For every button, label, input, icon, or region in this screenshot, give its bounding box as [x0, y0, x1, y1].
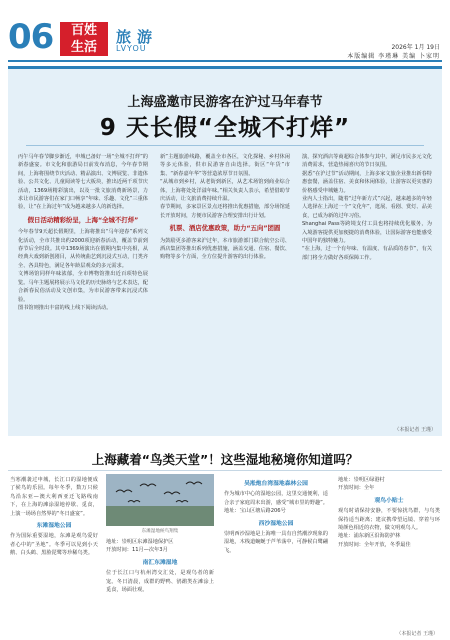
header-rule — [8, 60, 442, 62]
paragraph: Shanghai Pass等跨境支付工具也将持续优化服务，为入境游客提供更加便捷的消费体验，让国际游客也能感受中国年的独特魅力。 — [302, 221, 432, 245]
second-story-headline[interactable]: 上海藏着“鸟类天堂”！这些湿地秘境你知道吗？ — [91, 452, 359, 467]
page-number: 06 — [8, 17, 54, 57]
paragraph: 作为国际重要湿地，东滩是观鸟爱好者心中的“圣地”。冬季可以见到小天鹅、白头鹤、黑脸琵鹭等珍稀鸟类。 — [10, 533, 98, 557]
second-story-column-4 — [338, 476, 440, 626]
lead-story — [8, 66, 442, 436]
paragraph: 为鼓励更多游客来沪过年，本市旅游部门联合航空公司、酒店集团等推出系列优惠措施，涵盖交通、住宿、餐饮、购物等多个方面，全方位提升游客的出行体验。 — [160, 237, 290, 261]
paragraph: 崇明西沙湿地是上海唯一具有自然潮汐现象的湿地，木栈道蜿蜒于芦苇荡中，可静候白鹭翩飞。 — [224, 531, 328, 554]
badge-line1: 百姓 — [70, 23, 97, 38]
paragraph: 作为城市中心的湿地公园，这里交通便利，适合亲子家庭周末出游，感受“城市里的野趣”。 — [224, 491, 328, 506]
lead-story-byline: （本报记者 王瑾） — [394, 427, 436, 433]
paragraph: 地址：崇明区东滩湿地保护区 — [106, 539, 174, 545]
paragraph: 位于长江口与杭州湾交汇处，是观鸟者的新宠。冬日清晨，成群的野鸭、鸻鹬类在滩涂上觅食，场面壮观。 — [106, 570, 214, 594]
lead-story-headline[interactable]: 9 天长假“全城不打烊” — [99, 115, 351, 141]
paragraph: 新”主题旅游线路，覆盖全市各区，文化探秘、乡村休闲等多元体验，供市民游客自由选择。街区“年货”市集、“新春嘉年华”等营造浓厚节日氛围。 — [160, 154, 290, 177]
paragraph: 据悉“在沪过节”活动期间，上海多家文旅企业推出新春特惠套餐，涵盖住宿、美食和休闲体验，让游客以更实惠的价格感受申城魅力。 — [302, 170, 432, 194]
section-name: 旅游 — [116, 28, 159, 46]
section-heading: 吴淞炮台湾湿地森林公园 — [244, 481, 308, 487]
lead-story-column-1 — [18, 153, 148, 433]
badge-line2: 生活 — [70, 40, 97, 55]
second-story — [8, 450, 442, 628]
paragraph: 今年春节9天超长假期里，上海将推出“马年迎春”系列文化活动，全市共推出约2000项迎新春活动，覆盖节前到春节后全时段。其中1369场演出在假期内集中亮相，从经典大戏到新创剧目，从传统曲艺到沉浸式互动，门类齐全、各具特色，满足各年龄层观众的多元需求。 — [18, 229, 148, 269]
wetland-birds-photo — [106, 474, 214, 526]
paragraph: 图书馆则推出丰富的线上线下阅读活动。 — [18, 304, 112, 311]
paragraph: 地址：崇明区绿港村 — [338, 477, 385, 483]
section-heading: 观鸟小贴士 — [374, 497, 404, 504]
second-story-byline: （本报记者 王瑾） — [396, 631, 438, 637]
lead-story-subhead-2: 机票、酒店优惠政策，助力“五向”团圆 — [169, 224, 281, 233]
paragraph: 开放时间：11月—次年3月 — [106, 547, 168, 554]
section-heading: 西沙湿地公园 — [258, 520, 294, 527]
paragraph: 地址：宝山区塘后路206号 — [224, 508, 286, 515]
second-story-column-2 — [106, 538, 214, 626]
divider — [8, 470, 442, 471]
paragraph: 春节期间，多家景区景点还将推出优惠措施，部分场馆延长开放时间，方便市民游客合理安排出行计划。 — [160, 204, 290, 219]
editors-line: 本版编辑 李瑾琳 美编 卜家明 — [347, 53, 440, 60]
paragraph: 文博场馆同样年味浓郁，全市博物馆推出近百项特色展览。马年主题展将展示马文化的历史脉络与艺术表达，配合新春民俗活动及文创市集，为市民游客带来沉浸式体验。 — [18, 271, 148, 303]
lead-story-column-2 — [160, 153, 290, 433]
page-header — [0, 0, 450, 62]
section-heading: 南汇东滩湿地 — [142, 559, 178, 566]
divider — [26, 145, 424, 146]
paragraph: 地址：浦东新区沿海防护林 — [338, 533, 401, 540]
paragraph: 开放时间：全年开放，冬季最佳 — [338, 541, 411, 548]
section-heading: 东滩湿地公园 — [36, 523, 72, 530]
paragraph: 业内人士指出，随着“过年新方式”兴起，越来越多的年轻人选择在上海过一个“文化年”，逛展、看剧、赏灯、品美食，已成为新的过年习俗。 — [302, 196, 432, 219]
paragraph: 观鸟时请保持安静，不要惊扰鸟群，与鸟类保持适当距离；建议携带望远镜、穿着与环境颜色相近的衣物，做文明观鸟人。 — [338, 508, 440, 532]
photo-caption: 东滩湿地候鸟翔集 — [141, 529, 179, 534]
paragraph: 开放时间：全年 — [338, 485, 375, 492]
section-badge — [60, 22, 108, 56]
paragraph: “在上海，过一个有年味、有温度、有品质的春节”，有关部门将全力做好各项保障工作。 — [302, 246, 432, 261]
paragraph: 当寒潮袭过申城，长江口的湿地便成了候鸟的乐园。每年冬季，数万只候鸟沿东亚—澳大利西亚迁飞路线南下，在上海的滩涂湿地停歇、觅食，上演一场场自然界的“冬日盛宴”。 — [10, 477, 98, 517]
second-story-column-3 — [224, 476, 328, 626]
second-story-column-1 — [10, 476, 98, 626]
section-name-en: LVYOU — [116, 44, 147, 53]
issue-date: 2026年 1月 19日 — [391, 44, 440, 51]
paragraph: 丙午马年春节脚步渐近，申城已备好一场“全城不打烊”的新春盛宴。市文化和旅游局日前发布消息，今年春节期间，上海将围绕节庆活动、精品演出、文博展览、非遗体验、公共文化、儿童阅读等七大板块，推出近两千项节庆活动，1369场精彩演出，以及一批文旅消费新场景，力求让市民游客们在家门口畅享“年味、乐趣、文化”三重体验，让“在上海过年”成为越来越多人的新选择。 — [18, 154, 148, 211]
lead-story-column-3 — [302, 153, 432, 423]
bird-photo-illustration — [106, 474, 214, 526]
paragraph: 演，探究酒店等商超综合体参与其中，满足市民多元文化消费需求，营造热闹喜庆的节日氛围。 — [302, 154, 432, 169]
lead-story-kicker[interactable]: 上海盛邀市民游客在沪过马年春节 — [127, 95, 323, 110]
paragraph: “从城市到乡村，从老街到新区，从艺术场馆到商业综合体，上海将处处洋溢年味。”相关负责人表示，希望借助节庆活动，让文旅消费持续升温。 — [160, 179, 290, 203]
lead-story-subhead-1: 假日活动精彩纷呈，上海“全城不打烊” — [27, 215, 139, 224]
